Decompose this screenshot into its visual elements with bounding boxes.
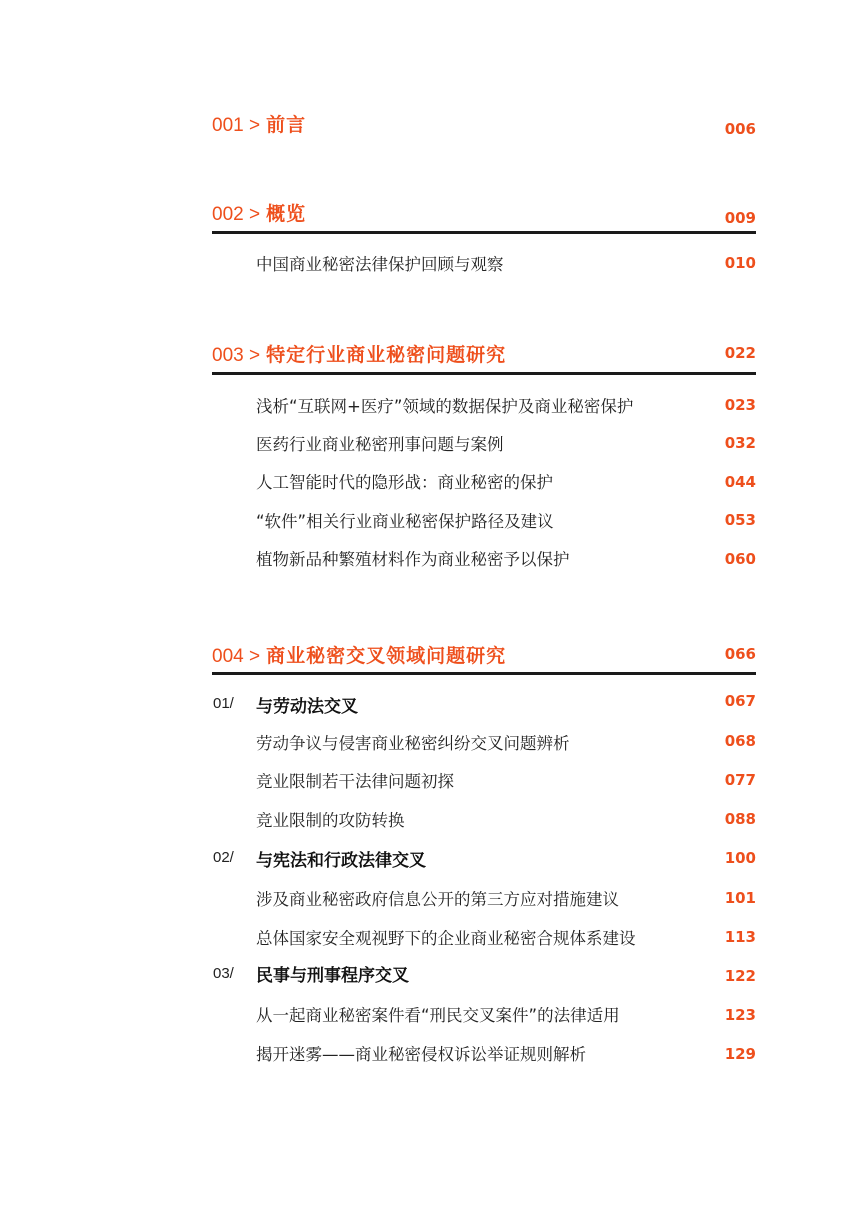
toc-page-number[interactable]: 023 [724,396,756,414]
toc-page-number[interactable]: 068 [724,732,756,750]
section-title: 商业秘密交叉领域问题研究 [266,646,507,667]
section-heading-industry[interactable] [212,340,506,367]
section-number: 003 > [212,345,261,366]
section-divider [212,231,756,234]
toc-entry[interactable]: 人工智能时代的隐形战：商业秘密的保护 [256,473,553,492]
toc-page-number[interactable]: 113 [724,928,756,946]
section-title: 特定行业商业秘密问题研究 [266,345,507,366]
toc-entry[interactable]: 竞业限制若干法律问题初探 [256,772,454,791]
toc-page-number[interactable]: 010 [724,254,756,272]
section-divider [212,372,756,375]
toc-entry[interactable]: 浅析“互联网+医疗”领域的数据保护及商业秘密保护 [256,397,634,416]
section-page-number[interactable]: 009 [724,209,756,227]
section-title: 概览 [266,204,307,225]
section-page-number[interactable]: 022 [724,344,756,362]
subsection-page-number[interactable]: 100 [724,849,756,867]
toc-page-number[interactable]: 123 [724,1006,756,1024]
toc-page-number[interactable]: 032 [724,434,756,452]
section-heading-cross-domain[interactable] [212,641,506,668]
section-number: 004 > [212,646,261,667]
section-page-number[interactable]: 066 [724,645,756,663]
toc-entry[interactable]: 中国商业秘密法律保护回顾与观察 [256,255,504,274]
toc-page-number[interactable]: 044 [724,473,756,491]
toc-entry[interactable]: 总体国家安全观视野下的企业商业秘密合规体系建设 [256,929,636,948]
toc-page-number[interactable]: 129 [724,1045,756,1063]
toc-page-number[interactable]: 053 [724,511,756,529]
section-number: 002 > [212,204,261,225]
subsection-number: 01/ [213,695,234,712]
section-title: 前言 [266,115,307,136]
toc-page-number[interactable]: 060 [724,550,756,568]
subsection-title[interactable]: 与劳动法交叉 [256,697,358,717]
toc-entry[interactable]: 竞业限制的攻防转换 [256,811,405,830]
subsection-number: 03/ [213,965,234,982]
subsection-title[interactable]: 民事与刑事程序交叉 [256,966,409,986]
subsection-page-number[interactable]: 067 [724,692,756,710]
toc-page-number[interactable]: 077 [724,771,756,789]
subsection-title[interactable]: 与宪法和行政法律交叉 [256,851,426,871]
section-page-number[interactable]: 006 [724,120,756,138]
subsection-number: 02/ [213,849,234,866]
subsection-page-number[interactable]: 122 [724,967,756,985]
toc-entry[interactable]: 医药行业商业秘密刑事问题与案例 [256,435,504,454]
toc-page-number[interactable]: 101 [724,889,756,907]
section-heading-overview[interactable] [212,199,306,226]
toc-page-number[interactable]: 088 [724,810,756,828]
toc-entry[interactable]: 涉及商业秘密政府信息公开的第三方应对措施建议 [256,890,619,909]
toc-entry[interactable]: 劳动争议与侵害商业秘密纠纷交叉问题辨析 [256,734,570,753]
section-divider [212,672,756,675]
toc-entry[interactable]: “软件”相关行业商业秘密保护路径及建议 [256,512,554,531]
section-heading-preface[interactable] [212,110,306,137]
toc-entry[interactable]: 植物新品种繁殖材料作为商业秘密予以保护 [256,550,570,569]
toc-entry[interactable]: 揭开迷雾——商业秘密侵权诉讼举证规则解析 [256,1045,586,1064]
section-number: 001 > [212,115,261,136]
toc-entry[interactable]: 从一起商业秘密案件看“刑民交叉案件”的法律适用 [256,1006,620,1025]
